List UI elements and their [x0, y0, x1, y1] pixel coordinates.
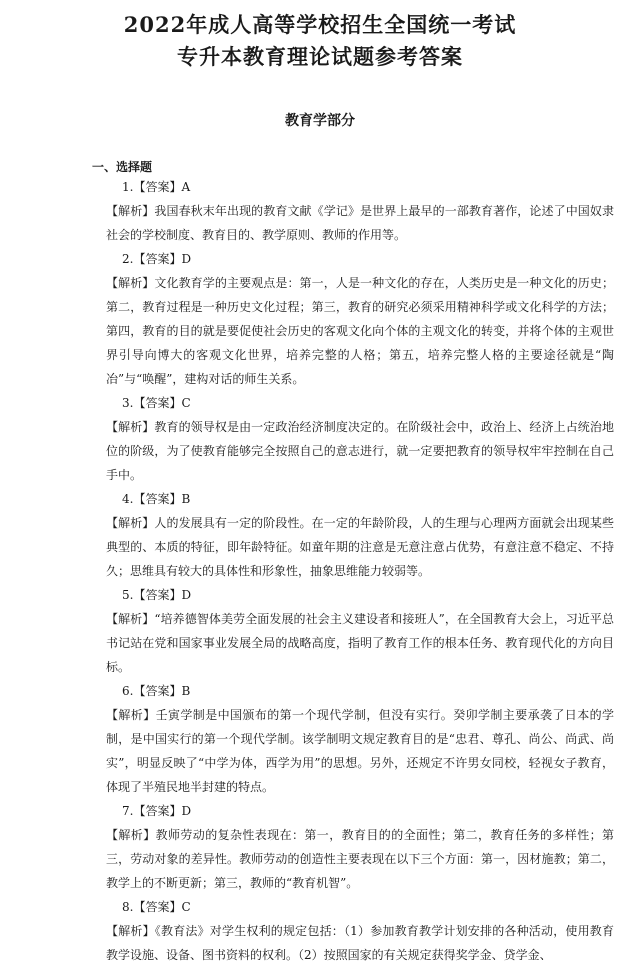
section-heading: 教育学部分	[285, 113, 355, 129]
question-6	[106, 679, 614, 799]
content-body	[92, 158, 614, 967]
question-3	[106, 391, 614, 487]
explanation-text: 【解析】我国春秋末年出现的教育文献《学记》是世界上最早的一部教育著作，论述了中国奴隶社会的学校制度、教育目的、教学原则、教师的作用等。	[106, 204, 614, 242]
explanation-text: 【解析】教师劳动的复杂性表现在：第一，教育目的的全面性；第二，教育任务的多样性；第三，劳动对象的差异性。教师劳动的创造性主要表现在以下三个方面：第一，因材施教；第二，教学上的不断更新；第三，教师的“教育机智”。	[106, 828, 614, 890]
question-5	[106, 583, 614, 679]
explanation-text: 【解析】文化教育学的主要观点是：第一，人是一种文化的存在，人类历史是一种文化的历史；第二，教育过程是一种历史文化过程；第三，教育的研究必须采用精神科学或文化科学的方法；第四，教育的目的就是要促使社会历史的客观文化向个体的主观文化的转变，并将个体的主观世界引导向博大的客观文化世界，培养完整的人格；第五，培养完整人格的主要途径就是“陶冶”与“唤醒”，建构对话的师生关系。	[106, 276, 614, 386]
explanation-text: 【解析】人的发展具有一定的阶段性。在一定的年龄阶段，人的生理与心理两方面就会出现某些典型的、本质的特征，即年龄特征。如童年期的注意是无意注意占优势，有意注意不稳定、不持久；思维具有较大的具体性和形象性，抽象思维能力较弱等。	[106, 516, 614, 578]
answer-line: 7.【答案】D	[122, 804, 192, 818]
document-title: 2022年成人高等学校招生全国统一考试	[123, 12, 517, 37]
question-2	[106, 247, 614, 391]
question-4	[106, 487, 614, 583]
explanation-text: 【解析】“培养德智体美劳全面发展的社会主义建设者和接班人”，在全国教育大会上，习近平总书记站在党和国家事业发展全局的战略高度，指明了教育工作的根本任务、教育现代化的方向目标。	[106, 612, 614, 674]
explanation-text: 【解析】教育的领导权是由一定政治经济制度决定的。在阶级社会中，政治上、经济上占统治地位的阶级，为了使教育能够完全按照自己的意志进行，就一定要把教育的领导权牢牢控制在自己手中。	[106, 420, 614, 482]
answer-line: 4.【答案】B	[122, 492, 191, 506]
answer-line: 5.【答案】D	[122, 588, 192, 602]
question-8	[106, 895, 614, 967]
answer-line: 6.【答案】B	[122, 684, 191, 698]
explanation-text: 【解析】壬寅学制是中国颁布的第一个现代学制，但没有实行。癸卯学制主要承袭了日本的学制，是中国实行的第一个现代学制。该学制明文规定教育目的是“忠君、尊孔、尚公、尚武、尚实”，明显反映了“中学为体，西学为用”的思想。另外，还规定不许男女同校，轻视女子教育，体现了半殖民地半封建的特点。	[106, 708, 614, 794]
explanation-text: 【解析】《教育法》对学生权利的规定包括：（1）参加教育教学计划安排的各种活动，使用教育教学设施、设备、图书资料的权利。（2）按照国家的有关规定获得奖学金、贷学金、	[106, 924, 614, 962]
question-7	[106, 799, 614, 895]
answer-line: 2.【答案】D	[122, 252, 192, 266]
document-subtitle: 专升本教育理论试题参考答案	[177, 44, 463, 69]
document-page	[0, 10, 640, 962]
answer-line: 3.【答案】C	[122, 396, 191, 410]
answer-line: 1.【答案】A	[122, 180, 191, 194]
part-heading: 一、选择题	[92, 160, 153, 174]
answer-line: 8.【答案】C	[122, 900, 191, 914]
question-1	[106, 175, 614, 247]
